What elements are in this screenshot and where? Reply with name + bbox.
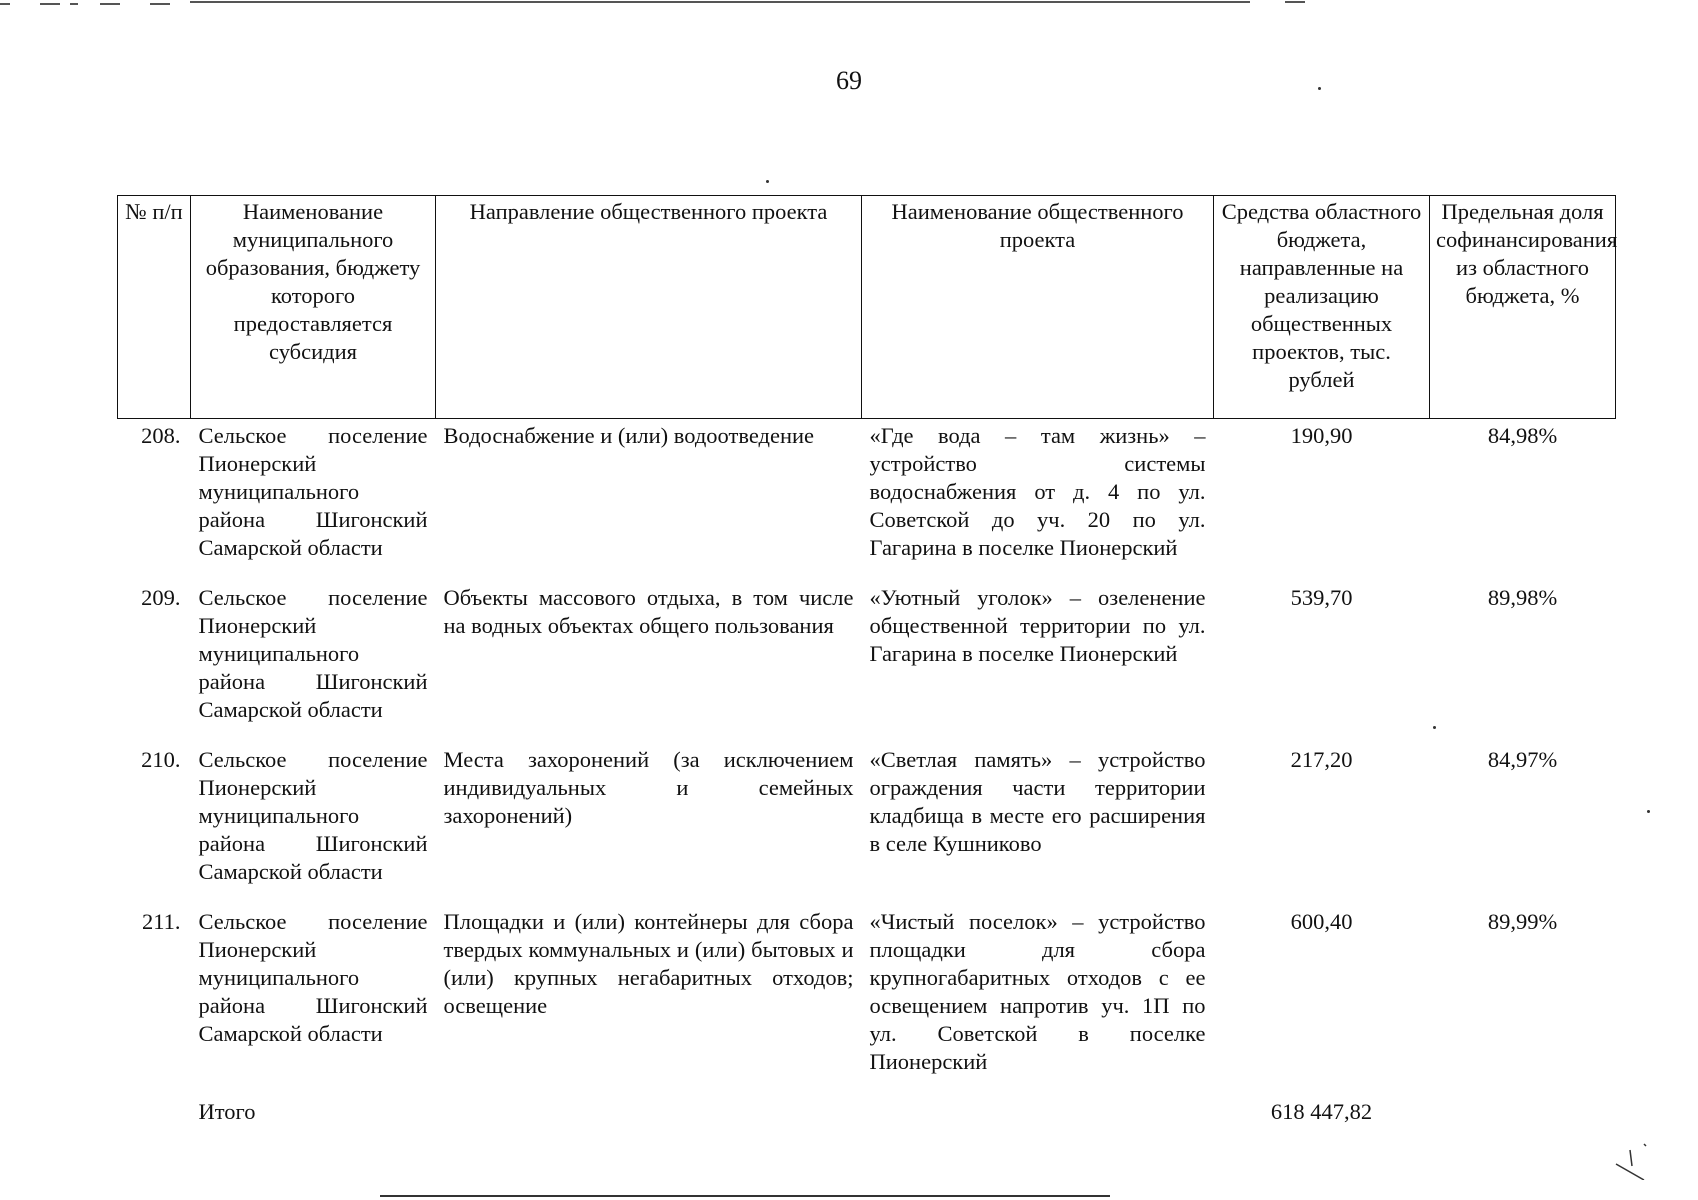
header-project: Наименование общественного проекта — [862, 196, 1214, 419]
scan-speck — [1647, 810, 1650, 813]
header-funds: Средства областного бюджета, направленные на реализацию общественных проектов, тыс. рублей — [1214, 196, 1430, 419]
row-direction: Площадки и (или) контейнеры для сбора твердых коммунальных и (или) бытовых и (или) крупных негабаритных отходов; освещение — [443, 909, 854, 1018]
row-funds: 539,70 — [1290, 585, 1353, 610]
table-row — [118, 746, 1616, 908]
total-spacer — [436, 1098, 862, 1126]
scan-mark — [1610, 1140, 1650, 1180]
row-number: 209. — [141, 585, 181, 610]
row-project: «Чистый поселок» – устройство площадки для сбора крупногабаритных отходов с ее освещением напротив уч. 1П по ул. Советской в поселке Пионерский — [869, 909, 1206, 1074]
row-direction: Водоснабжение и (или) водоотведение — [443, 423, 815, 448]
row-share: 84,97% — [1487, 747, 1558, 772]
row-project: «Где вода – там жизнь» – устройство системы водоснабжения от д. 4 по ул. Советской до уч. 20 по ул. Гагарина в поселке Пионерский — [869, 423, 1206, 560]
subsidy-table — [117, 195, 1616, 1126]
row-share: 89,99% — [1487, 909, 1558, 934]
row-project: «Светлая память» – устройство ограждения части территории кладбища в месте его расширения в селе Кушниково — [869, 747, 1206, 856]
row-number: 210. — [141, 747, 181, 772]
row-direction: Места захоронений (за исключением индивидуальных и семейных захоронений) — [443, 747, 854, 828]
total-spacer — [862, 1098, 1214, 1126]
row-municipality: Сельское поселение Пионерский муниципального района Шигонский Самарской области — [198, 909, 428, 1046]
total-spacer — [118, 1098, 191, 1126]
row-number: 208. — [141, 423, 181, 448]
row-municipality: Сельское поселение Пионерский муниципального района Шигонский Самарской области — [198, 423, 428, 560]
row-funds: 217,20 — [1290, 747, 1353, 772]
row-municipality: Сельское поселение Пионерский муниципального района Шигонский Самарской области — [198, 747, 428, 884]
total-funds: 618 447,82 — [1270, 1099, 1373, 1124]
total-label: Итого — [198, 1099, 256, 1124]
scan-artifact-top — [0, 0, 1310, 6]
scan-speck — [1433, 726, 1436, 729]
row-number: 211. — [141, 909, 181, 934]
row-direction: Объекты массового отдыха, в том числе на водных объектах общего пользования — [443, 585, 854, 638]
header-share: Предельная доля софинансирования из областного бюджета, % — [1430, 196, 1616, 419]
table-row — [118, 419, 1616, 585]
row-share: 89,98% — [1487, 585, 1558, 610]
total-row — [118, 1098, 1616, 1126]
header-direction: Направление общественного проекта — [436, 196, 862, 419]
row-share: 84,98% — [1487, 423, 1558, 448]
scan-speck — [766, 180, 769, 183]
row-project: «Уютный уголок» – озеленение общественной территории по ул. Гагарина в поселке Пионерский — [869, 585, 1206, 666]
row-funds: 190,90 — [1290, 423, 1353, 448]
row-funds: 600,40 — [1290, 909, 1353, 934]
table-row — [118, 908, 1616, 1098]
scan-artifact-bottom — [380, 1195, 1110, 1197]
header-municipality: Наименование муниципального образования, бюджету которого предоставляется субсидия — [191, 196, 436, 419]
header-number: № п/п — [118, 196, 191, 419]
row-municipality: Сельское поселение Пионерский муниципального района Шигонский Самарской области — [198, 585, 428, 722]
total-spacer — [1430, 1098, 1616, 1126]
table-row — [118, 584, 1616, 746]
scan-speck — [1318, 87, 1321, 90]
table-header-row — [118, 196, 1616, 419]
page-number: 69 — [836, 66, 862, 95]
